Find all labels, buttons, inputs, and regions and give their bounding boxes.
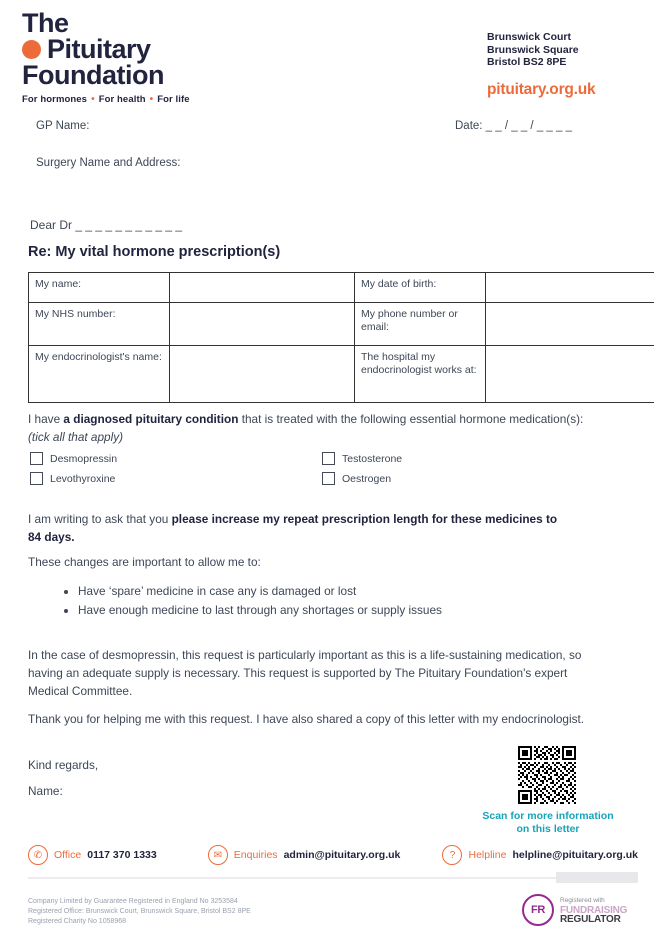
- thanks-paragraph: Thank you for helping me with this request. I have also shared a copy of this letter with my endocrinologist.: [28, 712, 585, 726]
- cell-value-endocrinologist-name[interactable]: [170, 346, 355, 403]
- legal-line-1: Company Limited by Guarantee Registered in England No 3253584: [28, 898, 238, 905]
- sign-off-text: Kind regards,: [28, 758, 99, 772]
- cell-value-my-name[interactable]: [170, 273, 355, 303]
- benefits-list: [60, 582, 442, 620]
- logo-tagline: [22, 94, 190, 105]
- gp-name-label: GP Name:: [36, 120, 90, 132]
- fr-registered-with: Registered with: [560, 897, 605, 904]
- checkbox-icon[interactable]: [30, 452, 43, 465]
- footer-divider-accent: [556, 872, 638, 883]
- table-row: [29, 346, 654, 403]
- cell-label-hospital: The hospital my endocrinologist works at:: [355, 346, 486, 403]
- legal-registration-text: [28, 897, 251, 927]
- cell-value-date-of-birth[interactable]: [486, 273, 654, 303]
- fr-monogram-icon: FR: [522, 894, 554, 926]
- cell-label-endocrinologist-name: My endocrinologist's name:: [29, 346, 170, 403]
- checkbox-row: [30, 452, 530, 465]
- address-line-1: Brunswick Court: [487, 31, 572, 43]
- fundraising-regulator-badge: [522, 894, 627, 926]
- request-paragraph: [28, 510, 573, 546]
- fr-word-regulator: REGULATOR: [560, 914, 621, 925]
- qr-caption-line-2: on this letter: [516, 823, 580, 835]
- checkbox-icon[interactable]: [322, 452, 335, 465]
- checkbox-label-desmopressin: Desmopressin: [50, 452, 118, 465]
- table-row: [29, 303, 654, 346]
- website-link[interactable]: pituitary.org.uk: [487, 81, 596, 98]
- footer-divider: [28, 877, 638, 879]
- letter-header: [0, 0, 654, 112]
- logo-word-pituitary: Pituitary: [47, 34, 151, 64]
- cell-label-date-of-birth: My date of birth:: [355, 273, 486, 303]
- checkbox-label-testosterone: Testosterone: [342, 452, 403, 465]
- table-row: [29, 273, 654, 303]
- address-line-3: Bristol BS2 8PE: [487, 56, 567, 68]
- cell-value-nhs-number[interactable]: [170, 303, 355, 346]
- organisation-address: [487, 31, 579, 69]
- legal-line-2: Registered Office: Brunswick Court, Brunswick Square, Bristol BS2 8PE: [28, 908, 251, 915]
- checkbox-label-oestrogen: Oestrogen: [342, 472, 392, 485]
- cell-label-phone-or-email: My phone number or email:: [355, 303, 486, 346]
- diagnosis-paragraph: [28, 410, 608, 446]
- tagline-part-health: For health: [98, 94, 146, 105]
- checkbox-row: [30, 472, 530, 485]
- phone-icon: ✆: [28, 845, 48, 865]
- tagline-separator-dot-icon: •: [149, 93, 154, 105]
- checkbox-item-desmopressin[interactable]: [30, 452, 322, 465]
- surgery-name-address-label: Surgery Name and Address:: [36, 157, 181, 169]
- qr-code-caption: [458, 810, 638, 836]
- contact-enquiries[interactable]: [208, 845, 443, 865]
- contact-value-office-phone[interactable]: 0117 370 1333: [87, 849, 157, 861]
- checkbox-label-levothyroxine: Levothyroxine: [50, 472, 116, 485]
- desmopressin-paragraph: In the case of desmopressin, this request is particularly important as this is a life-sustaining medication, so having an adequate supply is necessary. This request is supported by The Pituitary Foundation's expert Medical Committee.: [28, 648, 582, 698]
- contact-label-office: Office: [54, 849, 82, 861]
- salutation-line[interactable]: Dear Dr _ _ _ _ _ _ _ _ _ _ _: [30, 218, 183, 232]
- footer-contact-bar: [28, 845, 638, 865]
- qr-code-image[interactable]: [518, 746, 576, 804]
- tick-all-that-apply-hint: (tick all that apply): [28, 430, 124, 444]
- cell-value-phone-or-email[interactable]: [486, 303, 654, 346]
- cell-value-hospital[interactable]: [486, 346, 654, 403]
- patient-details-table: [28, 272, 654, 403]
- changes-intro-paragraph: These changes are important to allow me to:: [28, 555, 261, 569]
- list-item: • Have enough medicine to last through any shortages or supply issues: [78, 601, 442, 619]
- checkbox-icon[interactable]: [322, 472, 335, 485]
- qr-code[interactable]: [518, 746, 576, 804]
- logo-line-the: The: [22, 8, 69, 38]
- fr-word-fundraising: FUNDRAISING: [560, 905, 628, 916]
- diagnosis-text-mid: that is treated with the following essential hormone medication(s):: [238, 412, 584, 426]
- date-field[interactable]: Date: _ _ / _ _ / _ _ _ _: [455, 120, 572, 132]
- tagline-separator-dot-icon: •: [91, 93, 95, 105]
- checkbox-icon[interactable]: [30, 472, 43, 485]
- legal-line-3: Registered Charity No 1058968: [28, 918, 127, 925]
- diagnosis-text-bold: a diagnosed pituitary condition: [63, 412, 239, 426]
- contact-label-helpline: Helpline: [468, 849, 507, 861]
- contact-label-enquiries: Enquiries: [233, 849, 278, 861]
- fr-badge-text: [560, 896, 627, 924]
- pituitary-foundation-logo: [22, 10, 190, 105]
- question-mark-icon: ?: [442, 845, 462, 865]
- medication-checkbox-group: [30, 452, 530, 492]
- request-text-pre: I am writing to ask that you: [28, 512, 172, 526]
- contact-value-helpline-email[interactable]: helpline@pituitary.org.uk: [512, 849, 638, 861]
- tagline-part-hormones: For hormones: [22, 94, 88, 105]
- logo-line-foundation: Foundation: [22, 60, 164, 90]
- tagline-part-life: For life: [157, 94, 190, 105]
- logo-dot-icon: [22, 40, 41, 59]
- contact-value-enquiries-email[interactable]: admin@pituitary.org.uk: [283, 849, 401, 861]
- cell-label-nhs-number: My NHS number:: [29, 303, 170, 346]
- address-line-2: Brunswick Square: [487, 43, 579, 56]
- qr-caption-line-1: Scan for more information: [482, 810, 614, 822]
- envelope-icon: ✉: [208, 845, 228, 865]
- contact-office[interactable]: [28, 845, 208, 865]
- checkbox-item-oestrogen[interactable]: [322, 472, 391, 485]
- checkbox-item-levothyroxine[interactable]: [30, 472, 322, 485]
- contact-helpline[interactable]: [442, 845, 638, 865]
- letter-subject-heading: Re: My vital hormone prescription(s): [28, 244, 281, 260]
- cell-label-my-name: My name:: [29, 273, 170, 303]
- list-item: • Have ‘spare’ medicine in case any is damaged or lost: [78, 582, 442, 600]
- checkbox-item-testosterone[interactable]: [322, 452, 402, 465]
- logo-line-pituitary: [22, 36, 190, 62]
- name-field-label[interactable]: Name:: [28, 784, 63, 798]
- request-text-bold: please increase my repeat prescription length for these medicines to 84 days.: [28, 512, 558, 544]
- diagnosis-text-pre: I have: [28, 412, 64, 426]
